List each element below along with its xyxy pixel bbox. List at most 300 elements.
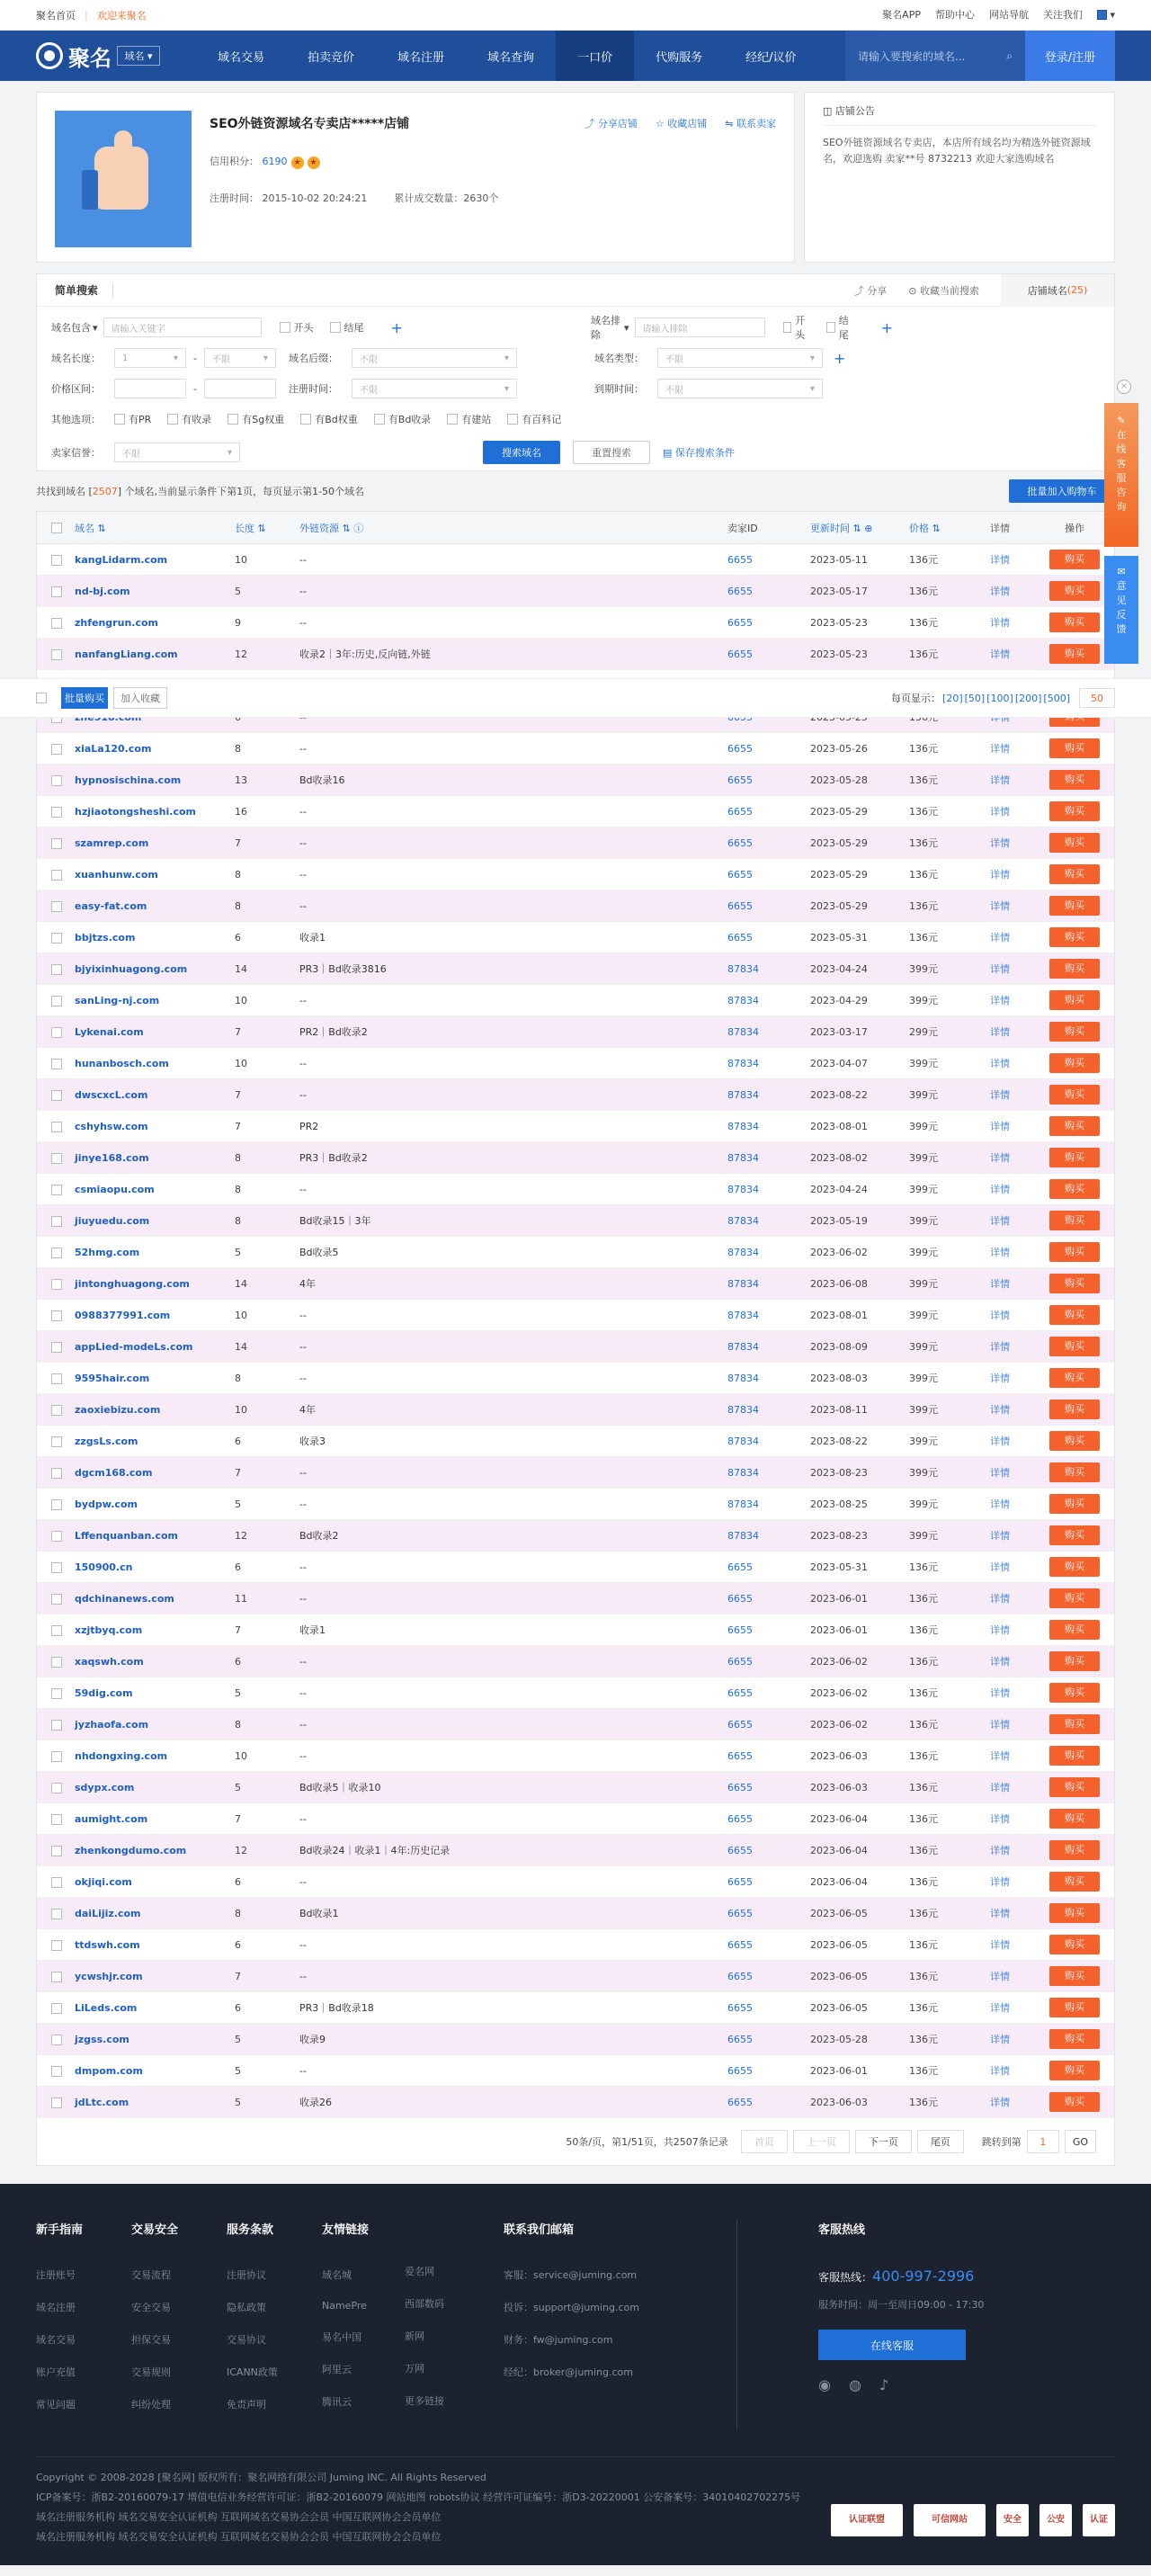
footer-link[interactable]: 免责声明 bbox=[227, 2399, 266, 2411]
sort-length[interactable]: 长度 ⇅ bbox=[235, 522, 266, 534]
row-checkbox[interactable] bbox=[37, 1058, 75, 1069]
buy-button[interactable]: 购买 bbox=[1049, 1053, 1100, 1073]
buy-button[interactable]: 购买 bbox=[1049, 1872, 1100, 1892]
regtime-select[interactable]: 不限 ▾ bbox=[352, 379, 517, 398]
nav-item-trade[interactable]: 域名交易 bbox=[218, 50, 265, 65]
type-select[interactable]: 不限 ▾ bbox=[657, 348, 823, 368]
seller-id-link[interactable]: 6655 bbox=[727, 1970, 753, 1982]
buy-button[interactable]: 购买 bbox=[1049, 613, 1100, 632]
row-checkbox[interactable] bbox=[37, 774, 75, 786]
detail-link[interactable]: 详情 bbox=[990, 586, 1010, 597]
footer-link[interactable]: 爱名网 bbox=[405, 2266, 434, 2277]
sort-time[interactable]: 更新时间 ⇅ ⊕ bbox=[810, 522, 873, 534]
domain-link[interactable]: dmpom.com bbox=[75, 2064, 143, 2077]
row-checkbox[interactable] bbox=[37, 1845, 75, 1856]
login-button[interactable]: 登录/注册 bbox=[1025, 31, 1115, 81]
seller-id-link[interactable]: 87834 bbox=[727, 1403, 759, 1416]
seller-id-link[interactable]: 6655 bbox=[727, 836, 753, 849]
row-checkbox[interactable] bbox=[37, 1215, 75, 1227]
detail-link[interactable]: 详情 bbox=[990, 1750, 1010, 1762]
domain-link[interactable]: kangLidarm.com bbox=[75, 553, 168, 566]
detail-link[interactable]: 详情 bbox=[990, 2097, 1010, 2108]
detail-link[interactable]: 详情 bbox=[990, 1719, 1010, 1731]
buy-button[interactable]: 购买 bbox=[1049, 2029, 1100, 2049]
buy-button[interactable]: 购买 bbox=[1049, 581, 1100, 601]
nav-type-select[interactable]: 域名 ▾ bbox=[117, 46, 160, 66]
detail-link[interactable]: 详情 bbox=[990, 1436, 1010, 1447]
detail-link[interactable]: 详情 bbox=[990, 648, 1010, 660]
reset-button[interactable]: 重置搜索 bbox=[573, 441, 650, 464]
footer-link[interactable]: 西部数码 bbox=[405, 2298, 444, 2310]
prev-page-button[interactable]: 上一页 bbox=[793, 2130, 850, 2153]
exclude-input[interactable]: 请输入排除 bbox=[635, 318, 765, 337]
seller-id-link[interactable]: 6655 bbox=[727, 805, 753, 818]
buy-button[interactable]: 购买 bbox=[1049, 1242, 1100, 1262]
detail-link[interactable]: 详情 bbox=[990, 1530, 1010, 1542]
buy-button[interactable]: 购买 bbox=[1049, 1431, 1100, 1451]
tab-store-domains[interactable]: 店铺域名 (25) bbox=[1001, 274, 1114, 307]
buy-button[interactable]: 购买 bbox=[1049, 1494, 1100, 1514]
domain-link[interactable]: dgcm168.com bbox=[75, 1466, 153, 1479]
welcome-link[interactable]: 欢迎来聚名 bbox=[96, 9, 147, 22]
seller-id-link[interactable]: 6655 bbox=[727, 1844, 753, 1856]
seller-id-link[interactable]: 87834 bbox=[727, 1246, 759, 1258]
row-checkbox[interactable] bbox=[37, 1939, 75, 1951]
seller-id-link[interactable]: 6655 bbox=[727, 868, 753, 881]
row-checkbox[interactable] bbox=[37, 1184, 75, 1195]
help-link[interactable]: 帮助中心 bbox=[934, 9, 975, 21]
domain-link[interactable]: szamrep.com bbox=[75, 836, 149, 849]
row-checkbox[interactable] bbox=[37, 1750, 75, 1762]
seller-id-link[interactable]: 6655 bbox=[727, 2064, 753, 2077]
fav-shop-button[interactable]: ☆ 收藏店铺 bbox=[655, 118, 708, 130]
row-checkbox[interactable] bbox=[37, 1467, 75, 1479]
row-checkbox[interactable] bbox=[37, 1593, 75, 1605]
buy-button[interactable]: 购买 bbox=[1049, 1903, 1100, 1923]
seller-id-link[interactable]: 87834 bbox=[727, 994, 759, 1006]
row-checkbox[interactable] bbox=[37, 900, 75, 912]
buy-button[interactable]: 购买 bbox=[1049, 1746, 1100, 1766]
expire-select[interactable]: 不限 ▾ bbox=[657, 379, 823, 398]
footer-link[interactable]: 腾讯云 bbox=[322, 2396, 352, 2408]
seller-id-link[interactable]: 6655 bbox=[727, 553, 753, 566]
seller-id-link[interactable]: 6655 bbox=[727, 585, 753, 597]
row-checkbox[interactable] bbox=[37, 1152, 75, 1164]
domain-link[interactable]: bbjtzs.com bbox=[75, 931, 136, 944]
row-checkbox[interactable] bbox=[37, 2065, 75, 2077]
cert-badge[interactable]: 公安 bbox=[1039, 2504, 1072, 2536]
domain-link[interactable]: nhdongxing.com bbox=[75, 1749, 168, 1762]
search-button[interactable]: 搜索域名 bbox=[483, 441, 560, 464]
footer-link[interactable]: 隐私政策 bbox=[227, 2302, 266, 2313]
buy-button[interactable]: 购买 bbox=[1049, 990, 1100, 1010]
detail-link[interactable]: 详情 bbox=[990, 2065, 1010, 2077]
buy-button[interactable]: 购买 bbox=[1049, 770, 1100, 790]
domain-link[interactable]: jintonghuagong.com bbox=[75, 1277, 190, 1290]
seller-id-link[interactable]: 6655 bbox=[727, 899, 753, 912]
detail-link[interactable]: 详情 bbox=[990, 806, 1010, 818]
row-checkbox[interactable] bbox=[37, 932, 75, 944]
domain-link[interactable]: zaoxiebizu.com bbox=[75, 1403, 161, 1416]
row-checkbox[interactable] bbox=[37, 1089, 75, 1101]
length-max-select[interactable]: 不限 ▾ bbox=[204, 348, 276, 368]
seller-id-link[interactable]: 87834 bbox=[727, 1435, 759, 1447]
domain-link[interactable]: hzjiaotongsheshi.com bbox=[75, 805, 196, 818]
suffix-select[interactable]: 不限 ▾ bbox=[352, 348, 517, 368]
buy-button[interactable]: 购买 bbox=[1049, 801, 1100, 821]
detail-link[interactable]: 详情 bbox=[990, 1215, 1010, 1227]
sort-links[interactable]: 外链资源 ⇅ ⓘ bbox=[299, 522, 364, 534]
online-service-footer-button[interactable]: 在线客服 bbox=[818, 2330, 966, 2360]
row-checkbox[interactable] bbox=[37, 1719, 75, 1731]
row-checkbox[interactable] bbox=[37, 1813, 75, 1825]
buy-button[interactable]: 购买 bbox=[1049, 1525, 1100, 1545]
row-checkbox[interactable] bbox=[37, 1656, 75, 1668]
site-checkbox[interactable]: 有建站 bbox=[447, 412, 491, 426]
seller-id-link[interactable]: 6655 bbox=[727, 648, 753, 660]
domain-link[interactable]: 150900.cn bbox=[75, 1561, 133, 1573]
sg-checkbox[interactable]: 有Sg权重 bbox=[228, 412, 284, 426]
buy-button[interactable]: 购买 bbox=[1049, 1211, 1100, 1230]
domain-link[interactable]: jzgss.com bbox=[75, 2033, 129, 2045]
detail-link[interactable]: 详情 bbox=[990, 1341, 1010, 1353]
detail-link[interactable]: 详情 bbox=[990, 869, 1010, 881]
online-service-button[interactable]: ✎ 在线客服咨询 bbox=[1104, 403, 1138, 547]
row-checkbox[interactable] bbox=[37, 1782, 75, 1793]
buy-button[interactable]: 购买 bbox=[1049, 1620, 1100, 1640]
tiktok-icon[interactable]: ♪ bbox=[879, 2376, 889, 2393]
buy-button[interactable]: 购买 bbox=[1049, 1274, 1100, 1293]
last-page-button[interactable]: 尾页 bbox=[917, 2130, 964, 2153]
sort-price[interactable]: 价格 ⇅ bbox=[909, 522, 941, 534]
detail-link[interactable]: 详情 bbox=[990, 1089, 1010, 1101]
domain-link[interactable]: daiLijiz.com bbox=[75, 1907, 141, 1919]
buy-button[interactable]: 购买 bbox=[1049, 1305, 1100, 1325]
detail-link[interactable]: 详情 bbox=[990, 837, 1010, 849]
buy-button[interactable]: 购买 bbox=[1049, 1714, 1100, 1734]
buy-button[interactable]: 购买 bbox=[1049, 2092, 1100, 2112]
buy-button[interactable]: 购买 bbox=[1049, 644, 1100, 664]
seller-id-link[interactable]: 6655 bbox=[727, 1592, 753, 1605]
footer-link[interactable]: 交易协议 bbox=[227, 2334, 266, 2346]
seller-id-link[interactable]: 6655 bbox=[727, 1623, 753, 1636]
detail-link[interactable]: 详情 bbox=[990, 617, 1010, 629]
domain-link[interactable]: xiaLa120.com bbox=[75, 742, 152, 755]
row-checkbox[interactable] bbox=[37, 1404, 75, 1416]
footer-link[interactable]: NamePre bbox=[322, 2300, 367, 2312]
index-checkbox[interactable]: 有收录 bbox=[167, 412, 211, 426]
domain-link[interactable]: 0988377991.com bbox=[75, 1309, 171, 1321]
footer-link[interactable]: 担保交易 bbox=[131, 2334, 171, 2346]
footer-link[interactable]: ICANN政策 bbox=[227, 2366, 278, 2378]
seller-id-link[interactable]: 6655 bbox=[727, 774, 753, 786]
row-checkbox[interactable] bbox=[37, 2002, 75, 2014]
seller-id-link[interactable]: 6655 bbox=[727, 2033, 753, 2045]
wechat-icon[interactable]: ◍ bbox=[848, 2376, 861, 2393]
row-checkbox[interactable] bbox=[37, 648, 75, 660]
row-checkbox[interactable] bbox=[37, 806, 75, 818]
seller-id-link[interactable]: 87834 bbox=[727, 1214, 759, 1227]
row-checkbox[interactable] bbox=[37, 1876, 75, 1888]
domain-link[interactable]: csmiaopu.com bbox=[75, 1183, 155, 1195]
detail-link[interactable]: 详情 bbox=[990, 1026, 1010, 1038]
domain-link[interactable]: bjyixinhuagong.com bbox=[75, 962, 188, 975]
detail-link[interactable]: 详情 bbox=[990, 743, 1010, 755]
seller-id-link[interactable]: 87834 bbox=[727, 1309, 759, 1321]
detail-link[interactable]: 详情 bbox=[990, 1908, 1010, 1919]
home-link[interactable]: 聚名首页 bbox=[36, 9, 76, 22]
weibo-icon[interactable]: ◉ bbox=[818, 2376, 831, 2393]
domain-link[interactable]: hypnosischina.com bbox=[75, 774, 182, 786]
seller-id-link[interactable]: 87834 bbox=[727, 1466, 759, 1479]
buy-button[interactable]: 购买 bbox=[1049, 1400, 1100, 1419]
detail-link[interactable]: 详情 bbox=[990, 1561, 1010, 1573]
buy-button[interactable]: 购买 bbox=[1049, 1935, 1100, 1954]
first-page-button[interactable]: 首页 bbox=[741, 2130, 788, 2153]
per-page-input[interactable]: 50 bbox=[1079, 688, 1115, 708]
domain-link[interactable]: zhenkongdumo.com bbox=[75, 1844, 187, 1856]
seller-id-link[interactable]: 6655 bbox=[727, 931, 753, 944]
row-checkbox[interactable] bbox=[37, 1436, 75, 1447]
seller-id-link[interactable]: 6655 bbox=[727, 1938, 753, 1951]
detail-link[interactable]: 详情 bbox=[990, 963, 1010, 975]
domain-link[interactable]: jyzhaofa.com bbox=[75, 1718, 149, 1731]
footer-link[interactable]: 交易流程 bbox=[131, 2269, 171, 2281]
seller-id-link[interactable]: 6655 bbox=[727, 1561, 753, 1573]
follow-link[interactable]: 关注我们 bbox=[1042, 9, 1083, 21]
buy-button[interactable]: 购买 bbox=[1049, 1148, 1100, 1167]
lang-icon[interactable]: ▾ bbox=[1097, 9, 1115, 21]
seller-id-link[interactable]: 6655 bbox=[727, 1718, 753, 1731]
bd-index-checkbox[interactable]: 有Bd收录 bbox=[374, 412, 432, 426]
domain-link[interactable]: jiuyuedu.com bbox=[75, 1214, 150, 1227]
domain-link[interactable]: sdypx.com bbox=[75, 1781, 135, 1793]
domain-link[interactable]: aumight.com bbox=[75, 1812, 148, 1825]
cert-badge[interactable]: 安全 bbox=[996, 2504, 1029, 2536]
row-checkbox[interactable] bbox=[37, 1624, 75, 1636]
nav-item-fixed-price[interactable]: 一口价 bbox=[556, 31, 634, 81]
footer-link[interactable]: 常见问题 bbox=[36, 2399, 76, 2411]
seller-id-link[interactable]: 87834 bbox=[727, 1277, 759, 1290]
tab-simple-search[interactable]: 简单搜索 bbox=[55, 282, 113, 298]
nav-item-auction[interactable]: 拍卖竞价 bbox=[308, 50, 355, 65]
detail-link[interactable]: 详情 bbox=[990, 1152, 1010, 1164]
seller-id-link[interactable]: 6655 bbox=[727, 1781, 753, 1793]
footer-link[interactable]: 万网 bbox=[405, 2363, 424, 2375]
footer-link[interactable]: 安全交易 bbox=[131, 2302, 171, 2313]
nav-item-query[interactable]: 域名查询 bbox=[487, 50, 535, 65]
buy-button[interactable]: 购买 bbox=[1049, 1085, 1100, 1105]
buy-button[interactable]: 购买 bbox=[1049, 927, 1100, 947]
seller-id-link[interactable]: 87834 bbox=[727, 1151, 759, 1164]
credit-select[interactable]: 不限 ▾ bbox=[114, 443, 240, 462]
domain-link[interactable]: qdchinanews.com bbox=[75, 1592, 174, 1605]
pr-checkbox[interactable]: 有PR bbox=[114, 412, 151, 426]
footer-link[interactable]: 新网 bbox=[405, 2330, 424, 2342]
seller-id-link[interactable]: 6655 bbox=[727, 1749, 753, 1762]
cert-badge[interactable]: 认证联盟 bbox=[831, 2504, 903, 2536]
buy-button[interactable]: 购买 bbox=[1049, 550, 1100, 569]
per-page-500[interactable]: [500] bbox=[1043, 692, 1070, 704]
per-page-200[interactable]: [200] bbox=[1014, 692, 1042, 704]
buy-button[interactable]: 购买 bbox=[1049, 1557, 1100, 1577]
per-page-100[interactable]: [100] bbox=[986, 692, 1013, 704]
domain-link[interactable]: Lffenquanban.com bbox=[75, 1529, 179, 1542]
detail-link[interactable]: 详情 bbox=[990, 1498, 1010, 1510]
wiki-checkbox[interactable]: 有百科记 bbox=[507, 412, 561, 426]
footer-link[interactable]: 更多链接 bbox=[405, 2395, 444, 2407]
detail-link[interactable]: 详情 bbox=[990, 1278, 1010, 1290]
domain-link[interactable]: Lykenai.com bbox=[75, 1025, 144, 1038]
buy-button[interactable]: 购买 bbox=[1049, 1966, 1100, 1986]
row-checkbox[interactable] bbox=[37, 1310, 75, 1321]
buy-button[interactable]: 购买 bbox=[1049, 1809, 1100, 1829]
detail-link[interactable]: 详情 bbox=[990, 1813, 1010, 1825]
detail-link[interactable]: 详情 bbox=[990, 932, 1010, 944]
footer-link[interactable]: 交易规则 bbox=[131, 2366, 171, 2378]
buy-button[interactable]: 购买 bbox=[1049, 1998, 1100, 2017]
buy-button[interactable]: 购买 bbox=[1049, 1337, 1100, 1356]
seller-id-link[interactable]: 87834 bbox=[727, 1025, 759, 1038]
footer-link[interactable]: 域名交易 bbox=[36, 2334, 76, 2346]
detail-link[interactable]: 详情 bbox=[990, 1656, 1010, 1668]
domain-link[interactable]: sanLing-nj.com bbox=[75, 994, 160, 1006]
row-checkbox[interactable] bbox=[37, 963, 75, 975]
detail-link[interactable]: 详情 bbox=[990, 1971, 1010, 1982]
share-shop-button[interactable]: ⤴ 分享店铺 bbox=[584, 118, 638, 130]
seller-id-link[interactable]: 6655 bbox=[727, 2096, 753, 2108]
buy-button[interactable]: 购买 bbox=[1049, 1651, 1100, 1671]
domain-link[interactable]: hunanbosch.com bbox=[75, 1057, 169, 1069]
seller-id-link[interactable]: 6655 bbox=[727, 1655, 753, 1668]
footer-link[interactable]: 注册协议 bbox=[227, 2269, 266, 2281]
row-checkbox[interactable] bbox=[37, 1530, 75, 1542]
domain-link[interactable]: nanfangLiang.com bbox=[75, 648, 178, 660]
price-max-input[interactable] bbox=[204, 379, 276, 398]
seller-id-link[interactable]: 6655 bbox=[727, 1907, 753, 1919]
buy-button[interactable]: 购买 bbox=[1049, 1116, 1100, 1136]
detail-link[interactable]: 详情 bbox=[990, 900, 1010, 912]
detail-link[interactable]: 详情 bbox=[990, 1687, 1010, 1699]
detail-link[interactable]: 详情 bbox=[990, 1121, 1010, 1132]
seller-id-link[interactable]: 87834 bbox=[727, 1529, 759, 1542]
row-checkbox[interactable] bbox=[37, 869, 75, 881]
detail-link[interactable]: 详情 bbox=[990, 1404, 1010, 1416]
footer-link[interactable]: 纠纷处理 bbox=[131, 2399, 171, 2411]
footer-link[interactable]: 域名城 bbox=[322, 2269, 352, 2281]
logo[interactable]: 聚名 bbox=[36, 40, 117, 72]
detail-link[interactable]: 详情 bbox=[990, 774, 1010, 786]
keyword-input[interactable]: 请输入关键字 bbox=[103, 318, 262, 337]
domain-link[interactable]: jinye168.com bbox=[75, 1151, 149, 1164]
row-checkbox[interactable] bbox=[37, 1278, 75, 1290]
bd-weight-checkbox[interactable]: 有Bd权重 bbox=[300, 412, 358, 426]
seller-id-link[interactable]: 6655 bbox=[727, 2001, 753, 2014]
row-checkbox[interactable] bbox=[37, 837, 75, 849]
row-checkbox[interactable] bbox=[37, 617, 75, 629]
domain-link[interactable]: easy-fat.com bbox=[75, 899, 147, 912]
domain-link[interactable]: xaqswh.com bbox=[75, 1655, 144, 1668]
nav-item-broker[interactable]: 经纪/议价 bbox=[745, 50, 797, 65]
detail-link[interactable]: 详情 bbox=[990, 1593, 1010, 1605]
domain-link[interactable]: dwscxcL.com bbox=[75, 1088, 148, 1101]
nav-item-purchase[interactable]: 代购服务 bbox=[656, 50, 703, 65]
domain-link[interactable]: bydpw.com bbox=[75, 1498, 138, 1510]
seller-id-link[interactable]: 87834 bbox=[727, 1183, 759, 1195]
domain-link[interactable]: nd-bj.com bbox=[75, 585, 130, 597]
domain-link[interactable]: jdLtc.com bbox=[75, 2096, 129, 2108]
bulk-cart-button[interactable]: 批量加入购物车 bbox=[1009, 479, 1115, 503]
row-checkbox[interactable] bbox=[37, 995, 75, 1006]
seller-id-link[interactable]: 87834 bbox=[727, 1498, 759, 1510]
detail-link[interactable]: 详情 bbox=[990, 2002, 1010, 2014]
page-input[interactable]: 1 bbox=[1027, 2130, 1059, 2153]
footer-link[interactable]: 账户充值 bbox=[36, 2366, 76, 2378]
row-checkbox[interactable] bbox=[37, 1971, 75, 1982]
bulk-buy-button[interactable]: 批量购买 bbox=[61, 687, 108, 709]
footer-link[interactable]: 阿里云 bbox=[322, 2364, 352, 2375]
search-icon[interactable]: ⌕ bbox=[1006, 49, 1013, 62]
row-checkbox[interactable] bbox=[37, 1687, 75, 1699]
sort-domain[interactable]: 域名 ⇅ bbox=[75, 522, 106, 534]
per-page-20[interactable]: [20] bbox=[942, 692, 963, 704]
domain-link[interactable]: 59dig.com bbox=[75, 1686, 133, 1699]
buy-button[interactable]: 购买 bbox=[1049, 1683, 1100, 1703]
select-all-checkbox[interactable] bbox=[36, 693, 47, 703]
detail-link[interactable]: 详情 bbox=[990, 1467, 1010, 1479]
domain-link[interactable]: zzgsLs.com bbox=[75, 1435, 138, 1447]
feedback-button[interactable]: ✉ 意见反馈 bbox=[1104, 556, 1138, 664]
domain-link[interactable]: xuanhunw.com bbox=[75, 868, 158, 881]
buy-button[interactable]: 购买 bbox=[1049, 1462, 1100, 1482]
detail-link[interactable]: 详情 bbox=[990, 2034, 1010, 2045]
seller-id-link[interactable]: 87834 bbox=[727, 1372, 759, 1384]
buy-button[interactable]: 购买 bbox=[1049, 1179, 1100, 1199]
domain-link[interactable]: cshyhsw.com bbox=[75, 1120, 148, 1132]
share-search-button[interactable]: ⤴ 分享 bbox=[853, 284, 888, 297]
seller-id-link[interactable]: 87834 bbox=[727, 1340, 759, 1353]
row-checkbox[interactable] bbox=[37, 743, 75, 755]
row-checkbox[interactable] bbox=[37, 1908, 75, 1919]
buy-button[interactable]: 购买 bbox=[1049, 896, 1100, 916]
domain-link[interactable]: ycwshjr.com bbox=[75, 1970, 143, 1982]
app-link[interactable]: 聚名APP bbox=[882, 9, 921, 21]
buy-button[interactable]: 购买 bbox=[1049, 1777, 1100, 1797]
seller-id-link[interactable]: 6655 bbox=[727, 616, 753, 629]
buy-button[interactable]: 购买 bbox=[1049, 1588, 1100, 1608]
domain-link[interactable]: appLied-modeLs.com bbox=[75, 1340, 193, 1353]
cert-badge[interactable]: 认证 bbox=[1083, 2504, 1115, 2536]
detail-link[interactable]: 详情 bbox=[990, 1939, 1010, 1951]
seller-id-link[interactable]: 87834 bbox=[727, 1088, 759, 1101]
nav-search-input[interactable]: 请输入要搜索的域名... ⌕ bbox=[845, 31, 1025, 81]
row-checkbox[interactable] bbox=[37, 1026, 75, 1038]
go-button[interactable]: GO bbox=[1065, 2130, 1096, 2153]
buy-button[interactable]: 购买 bbox=[1049, 864, 1100, 884]
seller-id-link[interactable]: 6655 bbox=[727, 742, 753, 755]
seller-id-link[interactable]: 6655 bbox=[727, 1875, 753, 1888]
row-checkbox[interactable] bbox=[37, 1247, 75, 1258]
domain-link[interactable]: 52hmg.com bbox=[75, 1246, 140, 1258]
domain-link[interactable]: 9595hair.com bbox=[75, 1372, 150, 1384]
domain-link[interactable]: LiLeds.com bbox=[75, 2001, 138, 2014]
ex-start-checkbox[interactable]: 开头 bbox=[783, 313, 811, 342]
detail-link[interactable]: 详情 bbox=[990, 554, 1010, 566]
footer-link[interactable]: 注册账号 bbox=[36, 2269, 76, 2281]
buy-button[interactable]: 购买 bbox=[1049, 1368, 1100, 1388]
row-checkbox[interactable] bbox=[37, 1121, 75, 1132]
detail-link[interactable]: 详情 bbox=[990, 1184, 1010, 1195]
